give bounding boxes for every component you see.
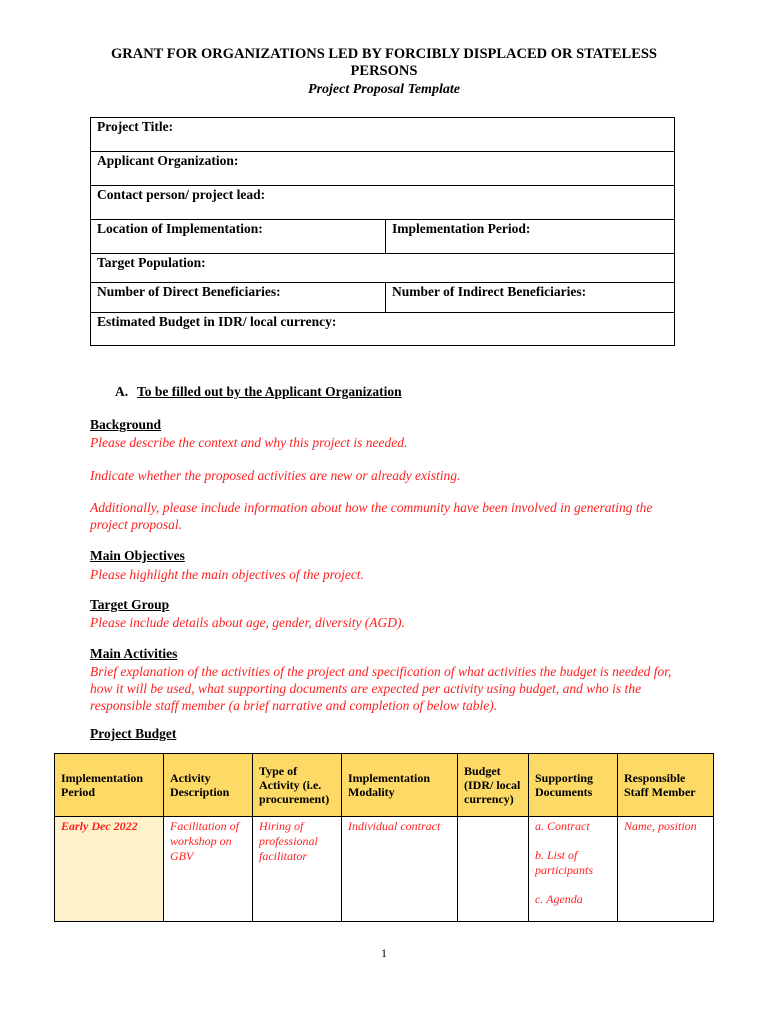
applicant-organization-field: Applicant Organization: bbox=[91, 152, 675, 186]
document-title: GRANT FOR ORGANIZATIONS LED BY FORCIBLY DISPLACED OR STATELESS PERSONS bbox=[110, 46, 657, 79]
location-field: Location of Implementation: bbox=[91, 220, 386, 254]
document-subtitle: Project Proposal Template bbox=[308, 82, 460, 97]
row-budget bbox=[458, 817, 529, 922]
col-supporting-documents: Supporting Documents bbox=[529, 754, 618, 817]
col-type-of-activity: Type of Activity (i.e. procurement) bbox=[253, 754, 342, 817]
col-implementation-modality: Implementation Modality bbox=[342, 754, 458, 817]
project-budget-heading: Project Budget bbox=[90, 726, 177, 741]
col-implementation-period: Implementation Period bbox=[55, 754, 164, 817]
target-group-text: Please include details about age, gender, diversity (AGD). bbox=[90, 615, 405, 630]
main-objectives-heading: Main Objectives bbox=[90, 548, 185, 563]
page-number: 1 bbox=[381, 946, 387, 960]
direct-beneficiaries-field: Number of Direct Beneficiaries: bbox=[91, 283, 386, 313]
indirect-beneficiaries-field: Number of Indirect Beneficiaries: bbox=[386, 283, 675, 313]
target-group-heading: Target Group bbox=[90, 597, 170, 612]
row-type: Hiring of professional facilitator bbox=[253, 817, 342, 922]
row-activity: Facilitation of workshop on GBV bbox=[164, 817, 253, 922]
row-period: Early Dec 2022 bbox=[55, 817, 164, 922]
col-responsible-staff: Responsible Staff Member bbox=[618, 754, 714, 817]
budget-row bbox=[55, 817, 714, 922]
row-documents bbox=[529, 817, 618, 922]
main-activities-heading: Main Activities bbox=[90, 646, 178, 661]
target-population-field: Target Population: bbox=[91, 254, 675, 283]
section-a-heading bbox=[115, 384, 402, 400]
background-heading: Background bbox=[90, 417, 162, 432]
budget-header-row bbox=[55, 754, 714, 817]
background-line-1: Please describe the context and why this project is needed. bbox=[90, 435, 408, 450]
document-item: c. Agenda bbox=[535, 892, 583, 906]
estimated-budget-field: Estimated Budget in IDR/ local currency: bbox=[91, 313, 675, 346]
section-a-title: To be filled out by the Applicant Organization bbox=[137, 384, 402, 399]
contact-person-field: Contact person/ project lead: bbox=[91, 186, 675, 220]
project-budget-table bbox=[54, 753, 714, 922]
col-budget: Budget (IDR/ local currency) bbox=[458, 754, 529, 817]
main-objectives-text: Please highlight the main objectives of the project. bbox=[90, 567, 364, 582]
row-modality: Individual contract bbox=[342, 817, 458, 922]
document-item: b. List of participants bbox=[535, 848, 594, 877]
project-info-table bbox=[90, 117, 675, 346]
main-activities-text: Brief explanation of the activities of the project and specification of what activities the budget is needed for, how it will be used, what supporting documents are expected per activity using budget, and who is the responsible staff member (a brief narrative and completion of below table). bbox=[90, 664, 672, 713]
row-staff: Name, position bbox=[618, 817, 714, 922]
col-activity-description: Activity Description bbox=[164, 754, 253, 817]
implementation-period-field: Implementation Period: bbox=[386, 220, 675, 254]
section-a-number: A. bbox=[115, 384, 129, 399]
background-line-3: Additionally, please include information about how the community have been involved in generating the project proposal. bbox=[90, 500, 653, 532]
document-item: a. Contract bbox=[535, 819, 590, 833]
background-line-2: Indicate whether the proposed activities are new or already existing. bbox=[90, 468, 461, 483]
project-title-field: Project Title: bbox=[91, 118, 675, 152]
